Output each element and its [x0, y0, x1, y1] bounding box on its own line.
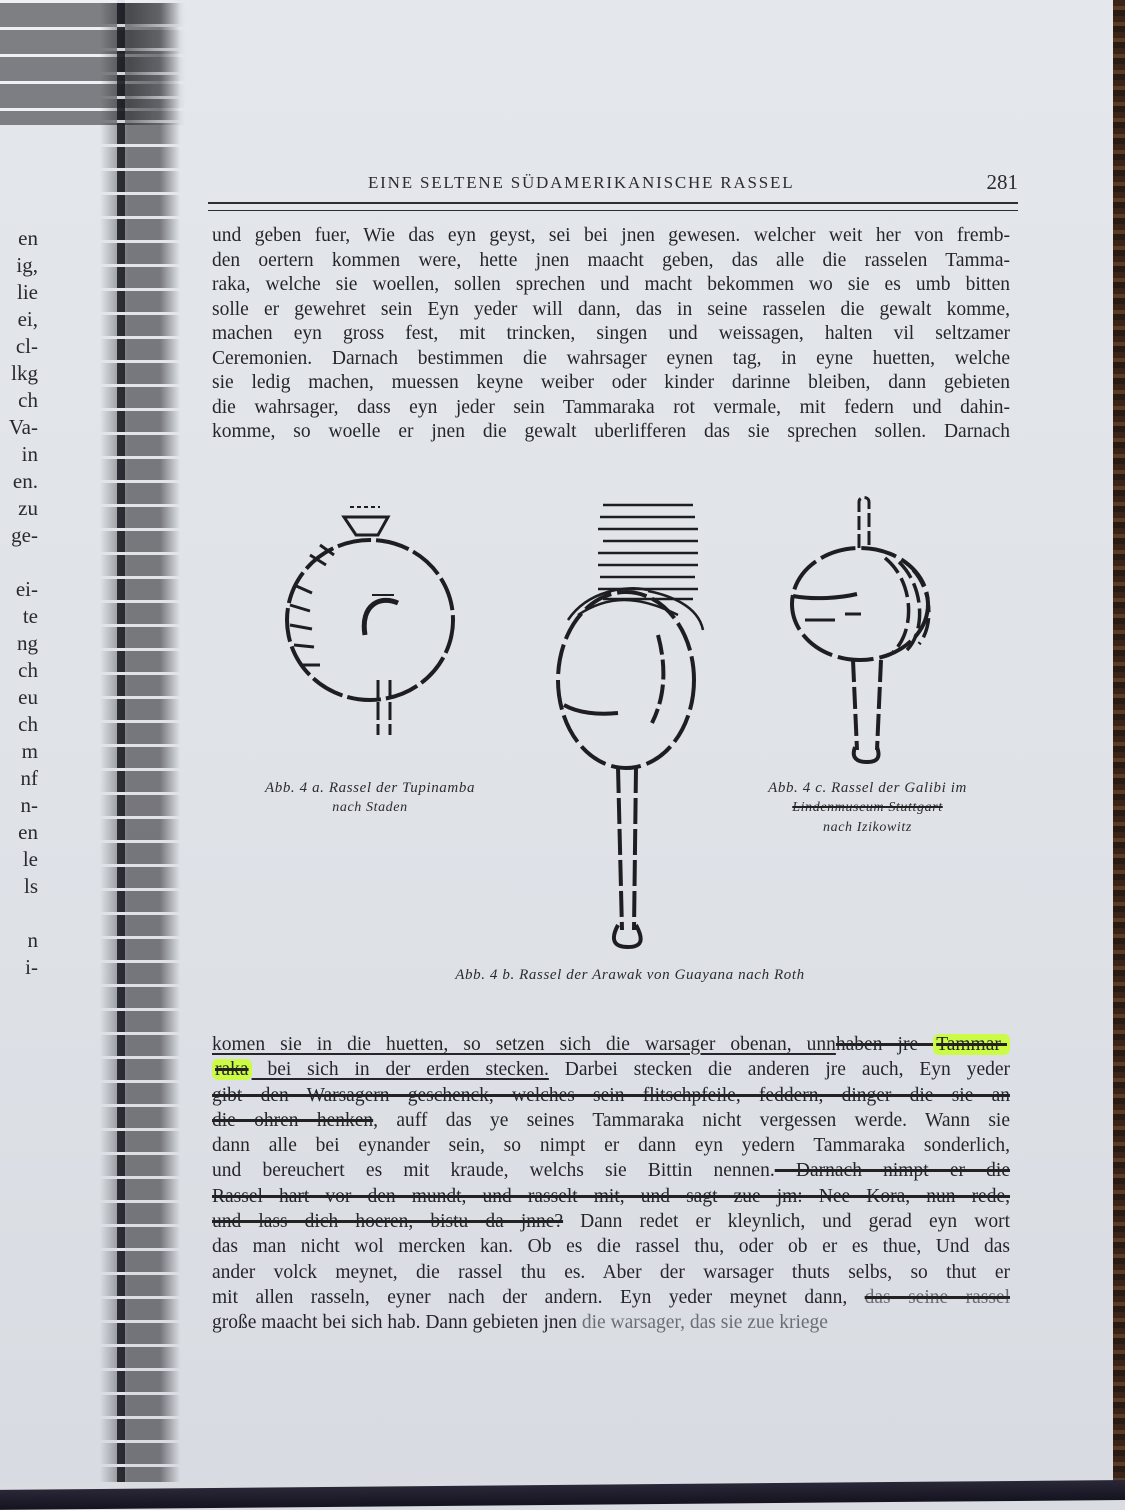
caption-line: nach Staden: [332, 800, 408, 815]
carpet-background: [1113, 0, 1125, 1500]
fragment: [0, 900, 38, 927]
text-line: das man nicht wol mercken kan. Ob es die rassel thu, oder ob er es thue, Und das: [212, 1236, 1010, 1258]
highlighted-text: Tammar-: [933, 1034, 1010, 1055]
fragment: te: [22, 604, 38, 628]
text-line: die ohren henken, auff das ye seines Tammaraka nicht vergessen werde. Wann sie: [212, 1109, 1010, 1131]
text-line: große maacht bei sich hab. Dann gebieten jnen die warsager, das sie zue kriege: [212, 1312, 828, 1334]
fragment: m: [21, 739, 38, 763]
text-line: Rassel hart vor den mundt, und rasselt mit, und sagt zue jm: Nee Kora, nun rede,: [212, 1185, 1010, 1207]
text-line: und bereuchert es mit kraude, welchs sie Bittin nennen. Darnach nimpt er die: [212, 1160, 1011, 1182]
caption-line: Lindenmuseum Stuttgart: [792, 800, 943, 815]
fragment: ng: [17, 631, 38, 655]
fragment: ch: [18, 388, 38, 412]
text-line: raka bei sich in der erden stecken. Darbei stecken die anderen jre auch, Eyn yeder: [212, 1057, 1010, 1082]
fragment: lkg: [11, 361, 38, 385]
fragment: en: [18, 820, 38, 844]
paragraph-2: [212, 1032, 1010, 1336]
figure-4c-galibi-rattle: [785, 492, 935, 772]
text-line: die wahrsager, dass eyn jeder sein Tammaraka rot vermale, mit federn und dahin-: [212, 396, 1010, 418]
text-line: den oertern kommen were, hette jnen maacht geben, das alle die rasselen Tamma-: [212, 249, 1010, 271]
text-line: sie ledig machen, muessen keyne weiber oder kinder darinne bleiben, dann gebieten: [212, 372, 1010, 393]
text-line: komme, so woelle er jnen die gewalt uberlifferen das sie sprechen sollen. Darnach: [212, 421, 1010, 442]
figure-4b-caption: [395, 965, 865, 985]
previous-page-text-fragments: [0, 225, 38, 981]
text-line: und lass dich hoeren, bistu da jnne? Dann redet er kleynlich, und gerad eyn wort: [212, 1211, 1011, 1233]
running-header: [208, 170, 1018, 200]
caption-line: Abb. 4 b. Rassel der Arawak von Guayana nach Roth: [455, 967, 805, 983]
rattle-illustration-4c: [785, 492, 935, 772]
caption-line: nach Izikowitz: [823, 820, 912, 835]
fragment: ch: [18, 712, 38, 736]
fragment: eu: [18, 685, 38, 709]
rattle-illustration-4a: [280, 495, 460, 740]
caption-line: Abb. 4 c. Rassel der Galibi im: [768, 780, 967, 796]
text-line: ander volck meynet, die rassel thu es. Aber der warsager thuts selbs, so thut er: [212, 1261, 1010, 1283]
fragment: ch: [18, 658, 38, 682]
text-line: Ceremonien. Darnach bestimmen die wahrsager eynen tag, in eyne huetten, welche: [212, 347, 1010, 369]
fragment: ei-: [15, 577, 38, 601]
text-line: komen sie in die huetten, so setzen sich die warsager obenan, unnhaben jre Tammar-: [212, 1032, 1010, 1057]
dark-surface-edge: [0, 1480, 1125, 1510]
text-line: gibt den Warsagern geschenck, welches sein flitschpfeile, feddern, dinger die sie an: [212, 1084, 1010, 1106]
fragment: n-: [20, 793, 38, 817]
fragment: lie: [17, 280, 38, 304]
fragment: en.: [12, 469, 38, 493]
fragment: nf: [20, 766, 38, 790]
fragment: ge-: [11, 523, 38, 547]
header-rule: [208, 202, 1018, 211]
fragment: ls: [23, 874, 38, 898]
fragment: ei,: [17, 307, 38, 331]
text-line: solle er gewehret sein Eyn yeder will dann, das in seine rasselen die gewalt komme,: [212, 298, 1010, 320]
copier-binding-edge: [117, 0, 125, 1482]
page-number: 281: [986, 170, 1018, 194]
caption-line: Abb. 4 a. Rassel der Tupinamba: [264, 780, 476, 796]
text-line: und geben fuer, Wie das eyn geyst, sei bei jnen gewesen. welcher weit her von fremb-: [212, 225, 1010, 246]
fragment: [0, 549, 38, 576]
rattle-illustration-4b: [548, 495, 713, 955]
figure-4a-tupinamba-rattle: [280, 495, 460, 740]
fragment: le: [22, 847, 38, 871]
fragment: in: [21, 442, 38, 466]
figure-4a-caption: [215, 778, 525, 818]
fragment: cl-: [15, 334, 38, 358]
copier-binding-shadow: [100, 0, 180, 1482]
text-line: raka, welche sie woellen, sollen sprechen und macht bekommen wo sie es umb bitten: [212, 274, 1010, 295]
paragraph-1: [212, 224, 1010, 445]
highlighted-text: raka: [212, 1059, 252, 1080]
fragment: i-: [25, 955, 38, 979]
fragment: zu: [18, 496, 38, 520]
figure-4c-caption: [735, 778, 1000, 838]
fragment: Va-: [8, 415, 38, 439]
fragment: n: [27, 928, 38, 952]
text-line: dann alle bei eynander sein, so nimpt er dann eyn yedern Tammaraka sonderlich,: [212, 1135, 1010, 1157]
figure-4b-arawak-rattle: [548, 495, 713, 955]
fragment: en: [18, 226, 38, 250]
running-title: EINE SELTENE SÜDAMERIKANISCHE RASSEL: [368, 173, 795, 192]
text-line: machen eyn gross fest, mit trincken, singen und weissagen, halten vil seltzamer: [212, 323, 1010, 344]
text-line: mit allen rasseln, eyner nach der andern. Eyn yeder meynet dann, das seine rassel: [212, 1286, 1010, 1308]
fragment: ig,: [16, 253, 38, 277]
